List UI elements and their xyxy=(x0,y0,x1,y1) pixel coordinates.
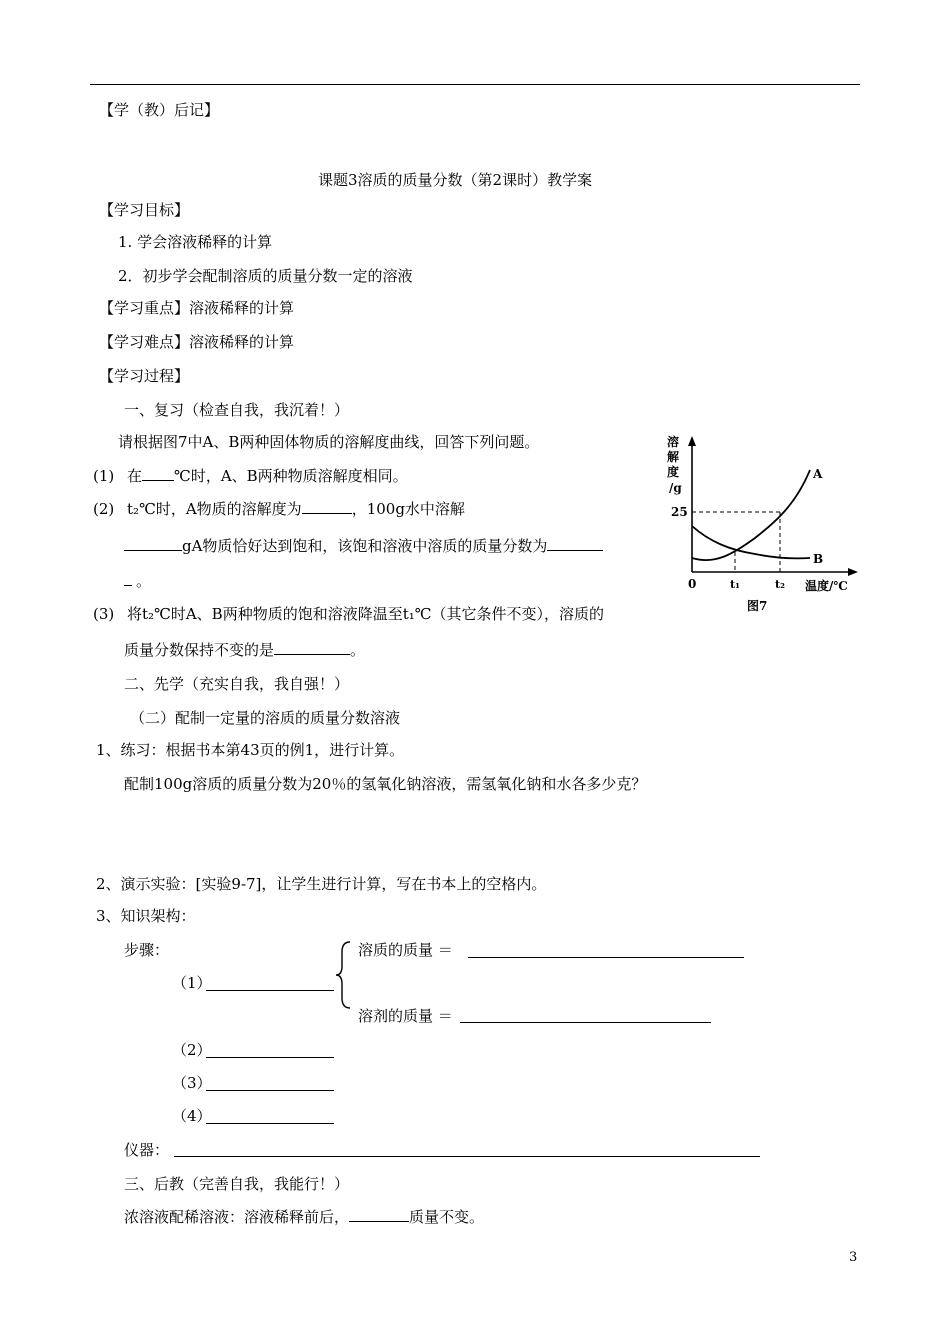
question-2-pre: t₂℃时，A物质的溶解度为 xyxy=(127,500,302,518)
step-3-label: （3） xyxy=(172,1074,212,1092)
header-rule xyxy=(90,84,860,85)
question-1-post: ℃时，A、B两种物质溶解度相同。 xyxy=(174,467,408,485)
step-4-label: （4） xyxy=(172,1107,212,1125)
answer-blank[interactable] xyxy=(274,640,350,655)
objective-1: 1. 学会溶液稀释的计算 xyxy=(118,233,273,251)
question-2 xyxy=(93,499,465,519)
question-1-pre: 在 xyxy=(127,467,143,485)
steps-label: 步骤： xyxy=(124,941,170,959)
x-axis-arrow xyxy=(848,568,858,576)
afterword-heading: 【学（教）后记】 xyxy=(99,101,220,119)
objectives-heading: 【学习目标】 xyxy=(99,201,190,219)
page-number: 3 xyxy=(849,1250,858,1265)
difficulty xyxy=(99,332,294,352)
step-4-blank[interactable] xyxy=(206,1123,334,1124)
key-point-label: 【学习重点】 xyxy=(99,299,190,317)
exercise-1: 1、练习：根据书本第43页的例1，进行计算。 xyxy=(96,741,405,759)
x-tick-t2: t₂ xyxy=(775,578,785,591)
step-1-blank[interactable] xyxy=(206,990,334,991)
solubility-chart xyxy=(655,430,865,620)
prestudy-heading: 二、先学（充实自我，我自强！） xyxy=(124,675,350,693)
y-axis-label: 溶 xyxy=(667,435,680,449)
question-3-number: (3) xyxy=(93,605,115,623)
difficulty-text: 溶液稀释的计算 xyxy=(189,333,295,351)
page-title: 课题3溶质的质量分数（第2课时）教学案 xyxy=(318,171,593,189)
instruments-label: 仪器： xyxy=(124,1141,170,1159)
process-heading: 【学习过程】 xyxy=(99,367,190,385)
series-b-line xyxy=(692,526,810,558)
post-text-pre: 浓溶液配稀溶液：溶液稀释前后， xyxy=(124,1208,350,1226)
key-point xyxy=(99,298,294,318)
series-a-line xyxy=(692,470,810,560)
exercise-2: 2、演示实验：[实验9-7]，让学生进行计算，写在书本上的空格内。 xyxy=(96,875,547,893)
step-3-blank[interactable] xyxy=(206,1090,334,1091)
x-axis-label: 温度/℃ xyxy=(805,579,848,593)
post-text-post: 质量不变。 xyxy=(409,1208,485,1226)
exercise-1-question: 配制100g溶质的质量分数为20％的氢氧化钠溶液，需氢氧化钠和水各多少克？ xyxy=(124,775,647,793)
y-axis-arrow xyxy=(688,436,696,446)
y-axis-label-3: 度 xyxy=(667,465,680,479)
review-heading: 一、复习（检查自我，我沉着！） xyxy=(124,401,350,419)
y-axis-label-2: 解 xyxy=(667,450,680,464)
solvent-mass-label: 溶剂的质量 ＝ xyxy=(358,1007,453,1025)
question-2-number: (2) xyxy=(93,500,115,518)
x-tick-t1: t₁ xyxy=(730,578,740,591)
y-axis-label-4: /g xyxy=(669,481,682,495)
review-intro: 请根据图7中A、B两种固体物质的溶解度曲线，回答下列问题。 xyxy=(118,433,540,451)
solute-mass-label: 溶质的质量 ＝ xyxy=(358,941,453,959)
objective-2: 2．初步学会配制溶质的质量分数一定的溶液 xyxy=(118,267,413,285)
question-2-line2-text: gA物质恰好达到饱和，该饱和溶液中溶质的质量分数为 xyxy=(182,537,548,555)
y-tick-25: 25 xyxy=(671,505,688,519)
answer-blank[interactable] xyxy=(142,466,174,481)
question-2-end: 。 xyxy=(136,572,152,590)
step-2-blank[interactable] xyxy=(206,1057,334,1058)
curly-brace xyxy=(334,940,354,1010)
step-1-label: （1） xyxy=(172,974,212,992)
question-2-line2 xyxy=(124,536,603,556)
key-point-text: 溶液稀释的计算 xyxy=(189,299,295,317)
question-1 xyxy=(93,466,408,486)
question-3-end: 。 xyxy=(350,641,366,659)
question-2-post: ，100g水中溶解 xyxy=(351,500,465,518)
question-3-line2-text: 质量分数保持不变的是 xyxy=(124,641,275,659)
post-text xyxy=(124,1207,484,1227)
series-a-label: A xyxy=(813,467,823,481)
difficulty-label: 【学习难点】 xyxy=(99,333,190,351)
series-b-label: B xyxy=(813,552,824,566)
answer-blank[interactable] xyxy=(302,499,352,514)
prestudy-subheading: （二）配制一定量的溶质的质量分数溶液 xyxy=(130,709,401,727)
answer-blank[interactable] xyxy=(349,1207,409,1222)
chart-caption: 图7 xyxy=(747,599,768,613)
question-1-number: (1) xyxy=(93,467,115,485)
answer-blank[interactable] xyxy=(547,536,603,551)
question-3 xyxy=(93,604,604,624)
step-2-label: （2） xyxy=(172,1041,212,1059)
post-heading: 三、后教（完善自我，我能行！） xyxy=(124,1175,350,1193)
solvent-mass-blank[interactable] xyxy=(460,1022,711,1023)
question-3-line2 xyxy=(124,640,365,660)
exercise-3: 3、知识架构： xyxy=(96,907,196,925)
question-2-line3 xyxy=(124,571,151,591)
x-tick-0: 0 xyxy=(688,577,697,591)
answer-blank[interactable] xyxy=(124,536,182,551)
solute-mass-blank[interactable] xyxy=(468,957,744,958)
answer-blank[interactable] xyxy=(124,571,132,586)
instruments-blank[interactable] xyxy=(174,1156,760,1157)
question-3-text: 将t₂℃时A、B两种物质的饱和溶液降温至t₁℃（其它条件不变），溶质的 xyxy=(127,605,605,623)
